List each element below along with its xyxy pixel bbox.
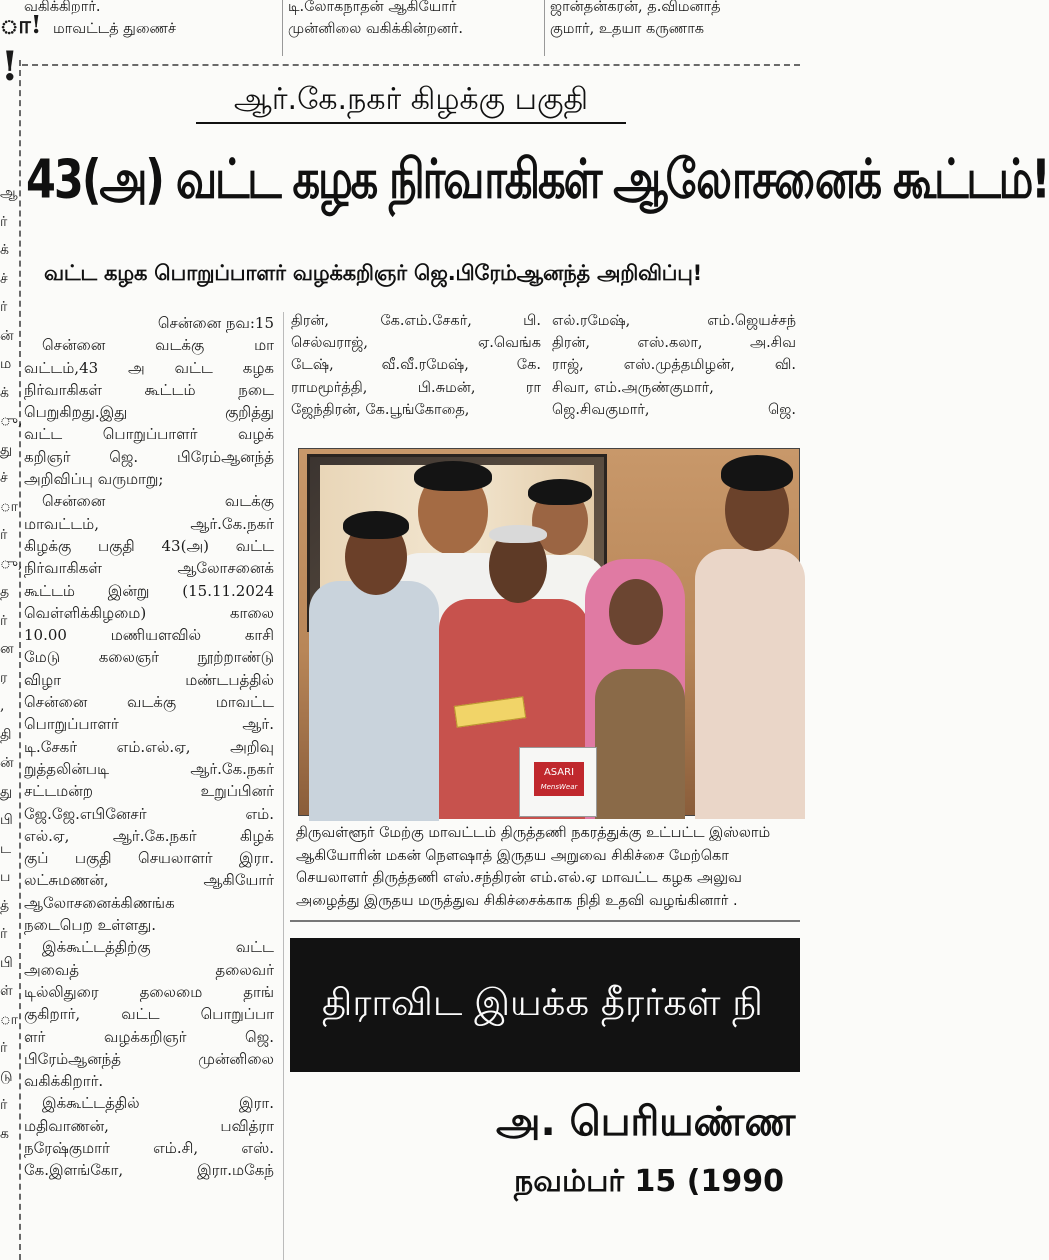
- text-line: குமார், உதயா கருணாக: [550, 21, 705, 37]
- caption-line: செயலாளர் திருத்தணி எஸ்.சந்திரன் எம்.எல்.ஏ மாவட்ட கழக அலுவ: [296, 870, 742, 886]
- article-line: விழா மண்டபத்தில்: [24, 670, 274, 689]
- feature-title: திராவிட இயக்க தீரர்கள் நி: [322, 981, 763, 1024]
- article-line: டில்லிதுரை தலைமை தாங்: [24, 982, 274, 1001]
- edge-char: ா!: [0, 10, 42, 39]
- edge-char: ,: [0, 698, 5, 714]
- article-line: எல்.ரமேஷ், எம்.ஜெயச்சந்: [552, 313, 796, 329]
- edge-char: ன்: [0, 327, 14, 344]
- edge-char: பி: [0, 812, 13, 828]
- article-line: ராமமூர்த்தி, பி.சுமன், ரா: [291, 379, 541, 396]
- article-line: பிரேம்ஆனந்த் முன்னிலை: [24, 1049, 274, 1068]
- top-separator: [22, 64, 800, 66]
- article-line: வகிக்கிறார்.: [24, 1072, 104, 1091]
- article-line: கிழக்கு பகுதி 43(அ) வட்ட: [24, 536, 274, 555]
- edge-char: ச்: [0, 270, 8, 287]
- subheadline: வட்ட கழக பொறுப்பாளர் வழக்கறிஞர் ஜெ.பிரேம்ஆனந்த் அறிவிப்பு!: [44, 261, 702, 285]
- edge-char: டு: [0, 1068, 13, 1085]
- article-line: சென்னை வடக்கு: [42, 492, 274, 511]
- bag-brand: ASARI: [543, 767, 575, 778]
- article-line: மேடு கலைஞர் நூற்றாண்டு: [24, 648, 274, 667]
- edge-char: ன்: [0, 755, 14, 771]
- edge-char: க: [0, 1125, 9, 1142]
- feature-banner: [290, 938, 800, 1072]
- article-line: 10.00 மணியளவில் காசி: [24, 626, 274, 645]
- edge-char: ட: [0, 840, 12, 857]
- caption-line: ஆகியோரின் மகன் நௌஷாத் இருதய அறுவை சிகிச்சை மேற்கொ: [296, 847, 729, 864]
- article-line: கே.இளங்கோ, இரா.மகேந்: [24, 1161, 274, 1180]
- article-line: சிவா, எம்.அருண்குமார்,: [552, 379, 714, 396]
- article-line: நிர்வாகிகள் கூட்டம் நடை: [24, 380, 274, 399]
- column-rule: [544, 0, 545, 56]
- edge-char: ர்: [0, 213, 8, 230]
- news-photo: [298, 448, 800, 816]
- article-line: பொறுப்பாளர் ஆர்.: [24, 715, 274, 734]
- edge-char: ா: [0, 498, 18, 515]
- top-fragment-right: [550, 0, 800, 40]
- headline: 43(அ) வட்ட கழக நிர்வாகிகள் ஆலோசனைக் கூட்டம்!: [26, 148, 1049, 212]
- edge-char: ர்: [0, 926, 8, 942]
- text-line: முன்னிலை வகிக்கின்றனர்.: [288, 21, 463, 37]
- edge-char: தி: [0, 726, 12, 743]
- edge-char: த: [0, 584, 10, 600]
- edge-char: ச்: [0, 470, 8, 486]
- article-line: சட்டமன்ற உறுப்பினர்: [24, 782, 274, 801]
- article-line: குப் பகுதி செயலாளர் இரா.: [24, 849, 274, 868]
- top-fragment-left: [24, 0, 272, 40]
- caption-divider: [290, 920, 800, 922]
- article-line: சென்னை வடக்கு மா: [42, 336, 274, 355]
- article-column-left: [24, 312, 274, 1182]
- edge-char: ப: [0, 869, 11, 885]
- edge-char: ள்: [0, 983, 13, 999]
- edge-char: ு,: [0, 413, 23, 429]
- edge-char: பி: [0, 954, 13, 971]
- feature-author: அ. பெரியண்ண: [496, 1099, 796, 1145]
- article-line: ஜெ.சிவகுமார், ஜெ.: [552, 401, 796, 418]
- article-line: திரன், கே.எம்.சேகர், பி.: [291, 313, 541, 329]
- article-line: றுத்தலின்படி ஆர்.கே.நகர்: [24, 759, 274, 778]
- top-fragment-mid: [288, 0, 536, 40]
- article-line: அறிவிப்பு வருமாறு;: [24, 470, 164, 489]
- article-line: இக்கூட்டத்திற்கு வட்ட: [42, 938, 274, 957]
- article-line: மதிவாணன், பவித்ரா: [24, 1116, 274, 1135]
- article-line: இக்கூட்டத்தில் இரா.: [42, 1094, 274, 1113]
- article-line: அவைத் தலைவர்: [24, 960, 274, 979]
- article-column-right: [552, 310, 796, 421]
- shopping-bag: [519, 747, 597, 817]
- edge-char: து: [0, 783, 13, 800]
- edge-char: ு,: [0, 555, 23, 572]
- column-rule: [283, 312, 284, 1260]
- article-line: லட்சுமணன், ஆகியோர்: [24, 871, 274, 890]
- edge-char: ர்: [0, 612, 8, 629]
- article-line: மாவட்டம், ஆர்.கே.நகர்: [24, 514, 274, 533]
- article-line: பெறுகிறது.இது குறித்து: [24, 403, 274, 422]
- section-title: ஆர்.கே.நகர் கிழக்கு பகுதி: [196, 78, 626, 124]
- article-line: ஜே.ஜே.எபினேசர் எம்.: [24, 804, 274, 823]
- article-line: டி.சேகர் எம்.எல்.ஏ, அறிவு: [24, 737, 274, 756]
- edge-char: த்: [0, 897, 10, 914]
- article-line: நிர்வாகிகள் ஆலோசனைக்: [24, 559, 274, 578]
- article-line: செல்வராஜ், ஏ.வெங்க: [291, 335, 541, 352]
- article-line: திரன், எஸ்.கலா, அ.சிவ: [552, 335, 796, 352]
- edge-char: ர்: [0, 527, 8, 543]
- edge-char: ர்: [0, 299, 8, 315]
- edge-char: !: [1, 43, 19, 90]
- edge-char: ர: [0, 669, 8, 686]
- edge-char: ம: [0, 356, 12, 372]
- edge-char: ர்: [0, 1040, 8, 1056]
- article-line: வட்டம்,43 அ வட்ட கழக: [24, 358, 274, 377]
- left-edge-strip: [0, 0, 42, 1260]
- article-line: ராஜ், எஸ்.முத்தமிழன், வி.: [552, 357, 796, 374]
- article-line: சென்னை நவ:15: [157, 314, 274, 332]
- article-line: ஆலோசனைக்கிணங்க: [24, 893, 175, 912]
- article-line: வெள்ளிக்கிழமை) காலை: [24, 603, 274, 622]
- edge-char: க்: [0, 384, 9, 401]
- caption-line: திருவள்ளூர் மேற்கு மாவட்டம் திருத்தணி நகரத்துக்கு உட்பட்ட இஸ்லாம்: [296, 825, 771, 841]
- article-line: ளர் வழக்கறிஞர் ஜெ.: [24, 1027, 274, 1046]
- text-line: மாவட்டத் துணைச்: [53, 21, 177, 37]
- text-line: ஜான்தன்கரன், த.விமனாத்: [550, 0, 721, 15]
- article-line: டேஷ், வீ.வீ.ரமேஷ், கே.: [291, 357, 541, 374]
- article-line: கறிஞர் ஜெ. பிரேம்ஆனந்த்: [24, 447, 274, 466]
- feature-date: நவம்பர் 15 (1990: [514, 1164, 784, 1199]
- article-line: எல்.ஏ, ஆர்.கே.நகர் கிழக்: [24, 826, 274, 845]
- article-line: ஜேந்திரன், கே.பூங்கோதை,: [291, 401, 470, 418]
- edge-char: து: [0, 441, 13, 458]
- edge-char: ன: [0, 641, 14, 657]
- photo-caption: [296, 822, 800, 912]
- article-line: நடைபெற உள்ளது.: [24, 916, 157, 935]
- article-line: நரேஷ்குமார் எம்.சி, எஸ்.: [24, 1138, 274, 1157]
- text-line: டி.லோகநாதன் ஆகியோர்: [288, 0, 457, 15]
- article-line: கூட்டம் இன்று (15.11.2024: [24, 581, 274, 600]
- edge-char: க்: [0, 242, 9, 258]
- caption-line: அழைத்து இருதய மருத்துவ சிகிச்சைக்காக நிதி உதவி வழங்கினார் .: [296, 892, 738, 909]
- edge-char: ா: [0, 1011, 18, 1028]
- article-line: குகிறார், வட்ட பொறுப்பா: [24, 1005, 274, 1024]
- text-line: வகிக்கிறார்.: [24, 0, 101, 15]
- edge-char: ர்: [0, 1097, 8, 1113]
- article-line: சென்னை வடக்கு மாவட்ட: [24, 693, 274, 712]
- column-rule: [282, 0, 283, 56]
- edge-char: ஆ: [0, 185, 18, 201]
- article-line: வட்ட பொறுப்பாளர் வழக்: [24, 425, 274, 444]
- bag-sub: MensWear: [540, 783, 578, 791]
- article-column-mid: [291, 310, 541, 421]
